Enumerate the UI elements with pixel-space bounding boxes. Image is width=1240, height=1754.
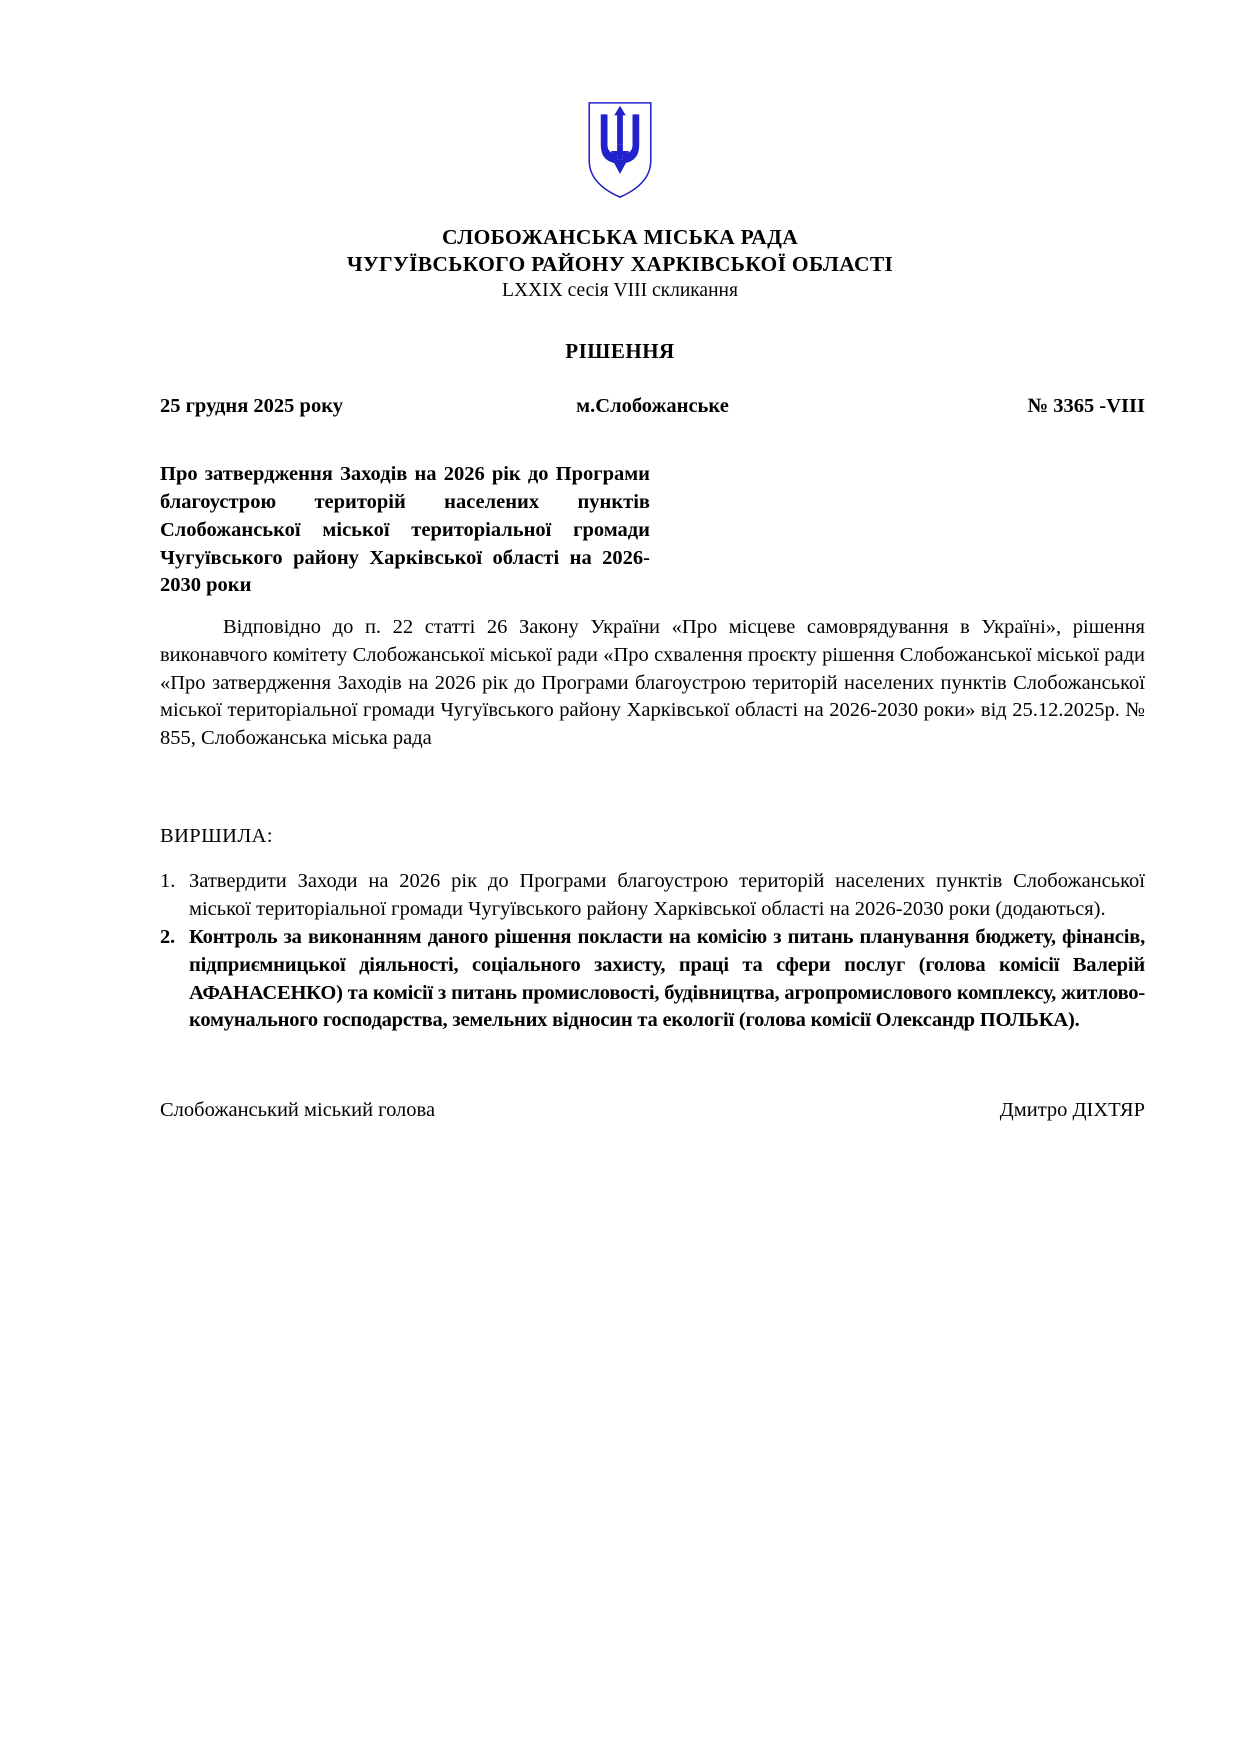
document-place: м.Слобожанське bbox=[576, 395, 729, 418]
item-number: 2. bbox=[160, 926, 175, 949]
subject-paragraph: Про затвердження Заходів на 2026 рік до Програми благоустрою територій населених пунктів Слобожанської міської територіальної громади Чугуївського району Харківської області на 2026-2030 роки bbox=[160, 462, 650, 597]
district-region-name: ЧУГУЇВСЬКОГО РАЙОНУ ХАРКІВСЬКОЇ ОБЛАСТІ bbox=[346, 251, 894, 276]
item-number: 1. bbox=[160, 870, 176, 893]
document-type-title: РІШЕННЯ bbox=[565, 339, 675, 364]
preamble-paragraph: Відповідно до п. 22 статті 26 Закону України «Про місцеве самоврядування в Україні», рішення виконавчого комітету Слобожанської міської ради «Про схвалення проєкту рішення Слобожанської міської ради «Про затвердження Заходів на 2026 рік до Програми благоустрою територій населених пунктів Слобожанської міської територіальної громади Чугуївського району Харківської області на 2026-2030 роки» від 25.12.2025р. № 855, Слобожанська міська рада bbox=[160, 616, 1145, 749]
council-name: СЛОБОЖАНСЬКА МІСЬКА РАДА bbox=[441, 225, 799, 250]
document-top-center bbox=[0, 100, 1240, 365]
session-line: LXXIX сесія VIII скликання bbox=[502, 279, 738, 301]
coat-of-arms bbox=[585, 100, 655, 200]
trident-icon bbox=[585, 100, 655, 200]
signatory-title: Слобожанський міський голова bbox=[160, 1099, 436, 1122]
document-number: № 3365 -VIII bbox=[1027, 395, 1145, 418]
signatory-name: Дмитро ДІХТЯР bbox=[999, 1099, 1145, 1122]
signature-row bbox=[160, 1097, 1145, 1124]
item-text: Контроль за виконанням даного рішення покласти на комісію з питань планування бюджету, фінансів, підприємницької діяльності, соціального захисту, праці та сфери послуг (голова комісії Валерій АФАНАСЕНКО) та комісії з питань промисловості, будівництва, агропромислового комплексу, житлово-комунального господарства, земельних відносин та екології (голова комісії Олександр ПОЛЬКА). bbox=[189, 926, 1145, 1032]
resolution-item-2 bbox=[160, 924, 1145, 1035]
document-date: 25 грудня 2025 року bbox=[160, 395, 343, 418]
resolution-items bbox=[160, 868, 1145, 1035]
resolution-item-1 bbox=[160, 868, 1145, 923]
resolved-label: ВИРШИЛА: bbox=[160, 824, 273, 847]
document-header bbox=[0, 224, 1240, 303]
document-meta-row bbox=[160, 393, 1145, 420]
item-text: Затвердити Заходи на 2026 рік до Програми благоустрою територій населених пунктів Слобожанської міської територіальної громади Чугуївського району Харківської області на 2026-2030 роки (додаються). bbox=[189, 870, 1145, 920]
